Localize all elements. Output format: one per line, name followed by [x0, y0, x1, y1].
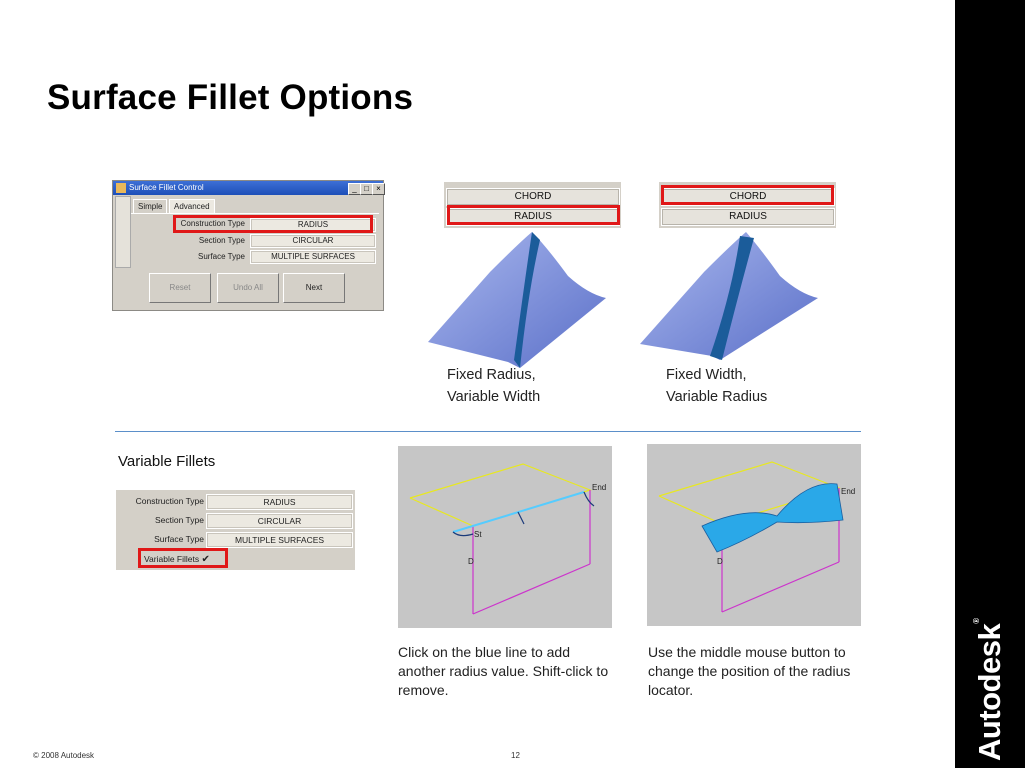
chord-option[interactable]: CHORD [446, 188, 620, 206]
radius-option[interactable]: RADIUS [446, 208, 620, 226]
chord-option-highlight [661, 185, 834, 205]
surface-type-label: Surface Type [154, 534, 204, 544]
start-label: St [474, 530, 482, 539]
section-type-field[interactable]: CIRCULAR [250, 234, 376, 248]
maximize-icon[interactable]: □ [360, 183, 373, 195]
marker-label: D [468, 557, 474, 566]
dialog-titlebar [113, 181, 383, 195]
section-type-label: Section Type [155, 515, 204, 525]
construction-option-panel-chord [659, 182, 836, 228]
brand-bar [955, 0, 1025, 768]
add-radius-instruction: Click on the blue line to add another radius value. Shift-click to remove. [398, 644, 609, 698]
radius-option[interactable]: RADIUS [661, 208, 835, 226]
tab-simple[interactable]: Simple [133, 199, 167, 213]
radius-option-highlight [447, 205, 620, 225]
fixed-width-surface-image [640, 232, 820, 370]
copyright-footer: © 2008 Autodesk [33, 751, 95, 760]
fixed-radius-surface-image [428, 232, 608, 370]
slide-title: Surface Fillet Options [47, 78, 414, 117]
chord-option[interactable]: CHORD [661, 188, 835, 206]
construction-type-field[interactable]: RADIUS [250, 218, 376, 232]
end-label: End [592, 483, 607, 492]
caption-line: Fixed Width, [666, 367, 747, 383]
page-number: 12 [511, 751, 520, 760]
registered-mark: ® [972, 618, 981, 624]
close-icon[interactable]: × [372, 183, 385, 195]
dialog-sidebar [115, 196, 131, 268]
checkmark-icon: ✔ [201, 554, 210, 565]
variable-fillets-label: Variable Fillets [144, 554, 200, 564]
next-button[interactable]: Next [283, 273, 345, 303]
move-locator-instruction: Use the middle mouse button to change the position of the radius locator. [648, 644, 851, 698]
autodesk-logo [972, 618, 1008, 761]
section-type-label: Section Type [198, 236, 245, 245]
surface-type-field[interactable]: MULTIPLE SURFACES [250, 250, 376, 264]
minimize-icon[interactable]: _ [348, 183, 361, 195]
radius-locator-moved-viewport [647, 444, 861, 626]
tab-advanced[interactable]: Advanced [169, 199, 215, 213]
caption-line: Fixed Radius, [447, 367, 536, 383]
section-type-field[interactable]: CIRCULAR [206, 513, 353, 529]
surface-fillet-control-dialog [112, 180, 384, 311]
construction-type-field[interactable]: RADIUS [206, 494, 353, 510]
construction-option-panel-radius [444, 182, 621, 228]
caption-line: Variable Radius [666, 389, 768, 405]
marker-label: D [717, 557, 723, 566]
variable-fillets-dialog [116, 490, 355, 570]
construction-type-label: Construction Type [135, 496, 204, 506]
dialog-title: Surface Fillet Control [129, 183, 204, 192]
surface-type-label: Surface Type [198, 252, 245, 261]
section-heading: Variable Fillets [118, 453, 216, 470]
radius-locator-viewport [398, 446, 612, 628]
logo-text: Autodesk [972, 623, 1007, 761]
variable-fillets-highlight [138, 548, 228, 568]
caption-line: Variable Width [447, 389, 541, 405]
construction-type-highlight [173, 215, 373, 233]
app-icon [116, 183, 126, 193]
surface-type-field[interactable]: MULTIPLE SURFACES [206, 532, 353, 548]
fixed-radius-caption [447, 364, 540, 408]
undo-all-button[interactable]: Undo All [217, 273, 279, 303]
construction-type-label: Construction Type [180, 219, 245, 228]
section-divider [115, 431, 861, 432]
fixed-width-caption [666, 364, 767, 408]
reset-button[interactable]: Reset [149, 273, 211, 303]
end-label: End [841, 487, 856, 496]
